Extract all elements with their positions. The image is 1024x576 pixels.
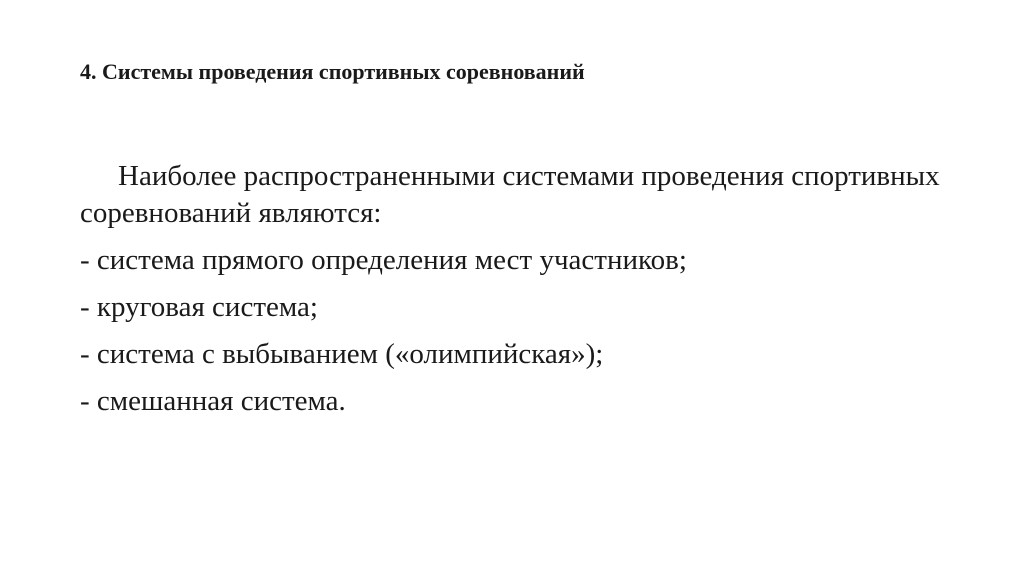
systems-list	[80, 242, 960, 420]
slide-title: 4. Системы проведения спортивных соревнований	[80, 59, 585, 84]
intro-paragraph: Наиболее распространенными системами проведения спортивных соревнований являются:	[80, 160, 940, 229]
list-item: - система с выбыванием («олимпийская»);	[80, 338, 604, 370]
list-item: - смешанная система.	[80, 385, 346, 417]
slide-body	[80, 158, 960, 430]
list-item: - круговая система;	[80, 291, 318, 323]
list-item: - система прямого определения мест участников;	[80, 244, 687, 276]
